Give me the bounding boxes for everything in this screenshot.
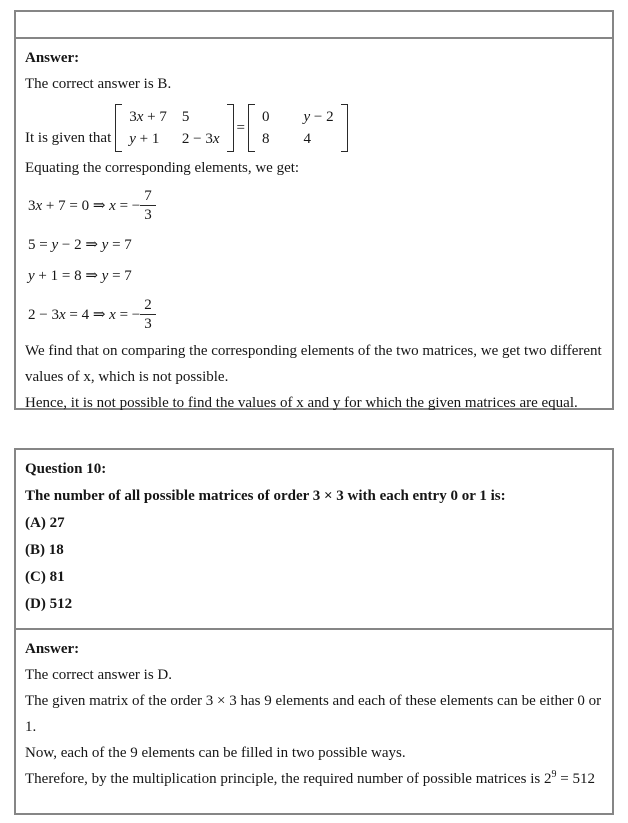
answer-line-3: Now, each of the 9 elements can be filled in two possible ways. [25, 745, 406, 761]
right-bracket-icon [227, 104, 234, 152]
question-panel [14, 448, 614, 815]
option-a: (A) 27 [25, 515, 65, 531]
fraction-numerator: 7 [144, 187, 152, 204]
matrix-cell: 4 [303, 131, 311, 147]
equation-line-2 [28, 231, 608, 257]
option-d: (D) 512 [25, 596, 73, 612]
fraction [140, 296, 156, 333]
matrix-right [248, 104, 348, 152]
left-bracket-icon [115, 104, 122, 152]
right-bracket-icon [341, 104, 348, 152]
equation-text: 5 = y − 2 ⇒ y = 7 [28, 236, 132, 253]
question-heading: Question 10: [25, 461, 107, 477]
answer-heading: Answer: [25, 50, 80, 66]
table-empty-row [16, 12, 612, 39]
matrix-cell: 3x + 7 [129, 109, 167, 125]
conclusion-paragraph-1: We find that on comparing the corresponding elements of the two matrices, we get two different values of x, which is not possible. [25, 343, 602, 385]
question-text: The number of all possible matrices of order 3 × 3 with each entry 0 or 1 is: [25, 488, 506, 504]
equation-text: 2 − 3x = 4 ⇒ x = − [28, 306, 141, 323]
fraction-numerator: 2 [144, 296, 152, 313]
left-bracket-icon [248, 104, 255, 152]
answer-line-4-result: = 512 [556, 771, 595, 787]
equation-line-3 [28, 262, 608, 288]
answer-line-1: The correct answer is D. [25, 667, 173, 683]
answer-heading: Answer: [25, 641, 80, 657]
option-c: (C) 81 [25, 569, 65, 585]
given-statement [25, 104, 608, 152]
answer-line-4-text: Therefore, by the multiplication principle, the required number of possible matrices is 2 [25, 771, 552, 787]
matrix-cell: y − 2 [303, 109, 334, 125]
fraction-denominator: 3 [140, 205, 156, 224]
matrix-left [115, 104, 233, 152]
given-prefix-text: It is given that [25, 130, 112, 146]
matrix-cell: y + 1 [129, 131, 160, 147]
equation-line-1 [28, 184, 608, 226]
correct-answer-line: The correct answer is B. [25, 76, 172, 92]
matrix-cell: 0 [262, 109, 270, 125]
equating-line: Equating the corresponding elements, we get: [25, 160, 300, 176]
answer-line-4 [25, 766, 608, 794]
fraction [140, 187, 156, 224]
fraction-denominator: 3 [140, 314, 156, 333]
matrix-equation [115, 104, 347, 152]
matrix-cell: 8 [262, 131, 270, 147]
equation-text: y + 1 = 8 ⇒ y = 7 [28, 267, 132, 284]
option-b: (B) 18 [25, 542, 64, 558]
answer-line-2: The given matrix of the order 3 × 3 has 9 elements and each of these elements can be either 0 or 1. [25, 693, 602, 735]
conclusion-paragraph-2: Hence, it is not possible to find the values of x and y for which the given matrices are equal. [25, 395, 578, 411]
matrix-cell: 5 [181, 109, 190, 125]
answer-section [16, 630, 612, 798]
exponent: 9 [551, 769, 557, 780]
question-section [16, 450, 612, 630]
answer-panel [14, 10, 614, 410]
equals-sign: = [236, 119, 245, 136]
equation-text: 3x + 7 = 0 ⇒ x = − [28, 197, 141, 214]
matrix-cell: 2 − 3x [181, 131, 220, 147]
equation-line-4 [28, 293, 608, 335]
